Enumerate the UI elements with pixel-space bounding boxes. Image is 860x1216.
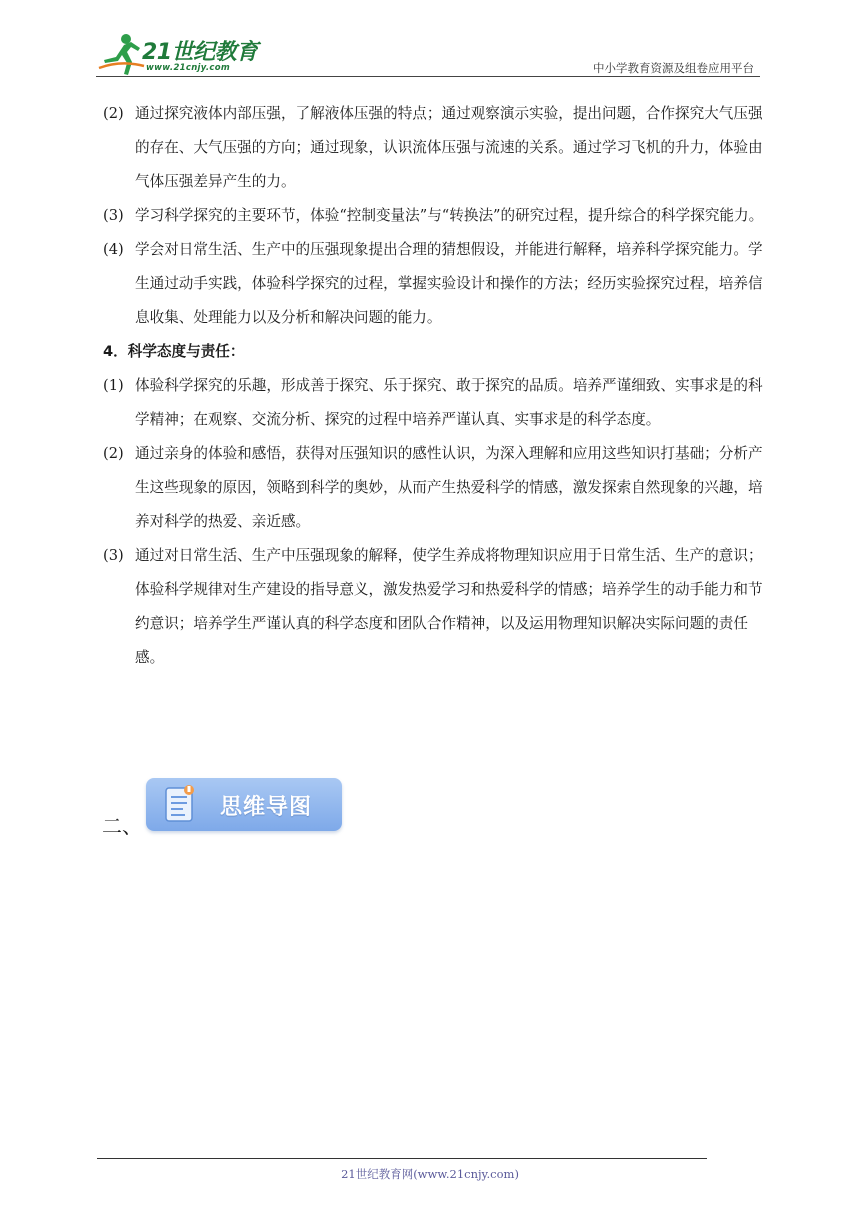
paragraph-attitude-2 bbox=[103, 437, 765, 539]
section-heading: 4．科学态度与责任： bbox=[103, 343, 245, 360]
item-text: 通过探究液体内部压强，了解液体压强的特点；通过观察演示实验，提出问题，合作探究大气压强的存在、大气压强的方向；通过现象，认识流体压强与流速的关系。通过学习飞机的升力，体验由气体压强差异产生的力。 bbox=[135, 105, 763, 190]
page-header bbox=[96, 30, 760, 78]
mind-map-section bbox=[102, 778, 342, 838]
paragraph-attitude-3 bbox=[103, 539, 765, 675]
item-marker: (4) bbox=[103, 241, 124, 258]
header-divider bbox=[96, 76, 760, 77]
paragraph-item-4 bbox=[103, 233, 765, 335]
document-body bbox=[103, 97, 765, 675]
paragraph-item-3 bbox=[103, 199, 765, 233]
item-marker: (3) bbox=[103, 207, 124, 224]
item-text: 通过对日常生活、生产中压强现象的解释，使学生养成将物理知识应用于日常生活、生产的意识；体验科学规律对生产建设的指导意义，激发热爱学习和热爱科学的情感；培养学生的动手能力和节约意识；培养学生严谨认真的科学态度和团队合作精神，以及运用物理知识解决实际问题的责任感。 bbox=[135, 547, 763, 666]
footer-divider bbox=[97, 1158, 707, 1159]
runner-logo-icon bbox=[96, 30, 146, 76]
paragraph-attitude-1 bbox=[103, 369, 765, 437]
logo-title: 21世纪教育 bbox=[142, 40, 258, 65]
footer-text[interactable]: 21世纪教育网(www.21cnjy.com) bbox=[341, 1167, 519, 1181]
item-text: 学会对日常生活、生产中的压强现象提出合理的猜想假设，并能进行解释，培养科学探究能力。学生通过动手实践，体验科学探究的过程，掌握实验设计和操作的方法；经历实验探究过程，培养信息收集、处理能力以及分析和解决问题的能力。 bbox=[135, 241, 763, 326]
mind-map-banner bbox=[146, 778, 342, 831]
item-marker: (1) bbox=[103, 377, 124, 394]
item-marker: (2) bbox=[103, 445, 124, 462]
item-marker: (2) bbox=[103, 105, 124, 122]
section-number: 二、 bbox=[102, 814, 142, 838]
logo[interactable] bbox=[96, 30, 266, 76]
document-icon bbox=[164, 784, 198, 824]
paragraph-item-2 bbox=[103, 97, 765, 199]
item-marker: (3) bbox=[103, 547, 124, 564]
item-text: 通过亲身的体验和感悟，获得对压强知识的感性认识，为深入理解和应用这些知识打基础；分析产生这些现象的原因，领略到科学的奥妙，从而产生热爱科学的情感，激发探索自然现象的兴趣，培养对科学的热爱、亲近感。 bbox=[135, 445, 763, 530]
banner-title: 思维导图 bbox=[220, 795, 313, 820]
item-text: 体验科学探究的乐趣，形成善于探究、乐于探究、敢于探究的品质。培养严谨细致、实事求是的科学精神；在观察、交流分析、探究的过程中培养严谨认真、实事求是的科学态度。 bbox=[135, 377, 763, 428]
platform-name: 中小学教育资源及组卷应用平台 bbox=[593, 61, 754, 75]
logo-url: www.21cnjy.com bbox=[146, 63, 230, 73]
item-text: 学习科学探究的主要环节，体验“控制变量法”与“转换法”的研究过程，提升综合的科学探究能力。 bbox=[135, 207, 764, 224]
